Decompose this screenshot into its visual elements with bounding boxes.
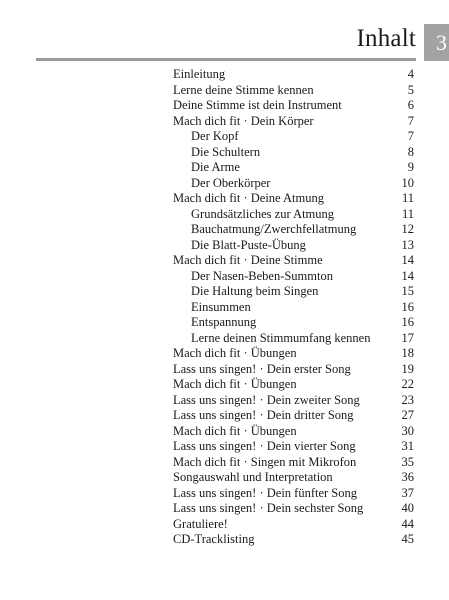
toc-entry-title: Deine Stimme ist dein Instrument — [173, 98, 342, 112]
toc-entry-title: Lass uns singen! · Dein zweiter Song — [173, 392, 360, 407]
page-title: Inhalt — [356, 25, 416, 52]
toc-entry-page: 4 — [407, 67, 414, 81]
toc-entry-title: Die Blatt-Puste-Übung — [191, 237, 306, 252]
toc-entry-page: 12 — [401, 222, 414, 236]
toc-entry — [173, 362, 414, 378]
toc-entry — [173, 98, 414, 114]
toc-entry-title: Mach dich fit · Übungen — [173, 346, 297, 360]
toc-entry-page: 45 — [401, 532, 414, 546]
toc-entry-page: 19 — [401, 361, 414, 376]
toc-entry-title: Lass uns singen! · Dein sechster Song — [173, 501, 364, 515]
toc-entry-title: Die Arme — [191, 160, 240, 174]
toc-entry — [173, 501, 414, 517]
toc-entry — [173, 439, 414, 455]
toc-entry-page: 16 — [401, 299, 414, 314]
toc-entry-page: 8 — [407, 144, 414, 159]
toc-entry-title: Bauchatmung/Zwerchfellatmung — [191, 222, 357, 236]
toc-entry — [173, 470, 414, 486]
toc-entry-title: Mach dich fit · Übungen — [173, 423, 297, 438]
page-number: 3 — [436, 30, 447, 55]
toc-entry — [173, 315, 414, 331]
toc-entry-title: Entspannung — [191, 315, 257, 329]
toc-entry — [173, 377, 414, 393]
toc-entry — [173, 424, 414, 440]
toc-entry-title: Der Nasen-Beben-Summton — [191, 268, 333, 283]
toc-entry-title: Lass uns singen! · Dein erster Song — [173, 361, 351, 376]
toc-entry — [173, 207, 414, 223]
toc-entry — [173, 269, 414, 285]
toc-entry-title: Mach dich fit · Deine Stimme — [173, 253, 323, 267]
toc-entry — [173, 145, 414, 161]
toc-entry-page: 7 — [407, 113, 414, 128]
toc-entry-page: 11 — [401, 191, 414, 205]
toc-entry-title: Lass uns singen! · Dein dritter Song — [173, 408, 354, 422]
toc-entry — [173, 408, 414, 424]
toc-entry — [173, 331, 414, 347]
title-rule — [36, 58, 416, 61]
toc-entry — [173, 393, 414, 409]
toc-entry-title: Lass uns singen! · Dein vierter Song — [173, 439, 356, 453]
toc-entry-page: 44 — [401, 516, 414, 531]
toc-entry — [173, 191, 414, 207]
toc-entry-title: Gratuliere! — [173, 516, 228, 531]
toc-entry-title: Mach dich fit · Deine Atmung — [173, 191, 325, 205]
toc-entry-page: 27 — [401, 408, 414, 422]
toc-entry-page: 30 — [401, 423, 414, 438]
toc-entry — [173, 455, 414, 471]
toc-entry-page: 13 — [401, 237, 414, 252]
toc-entry — [173, 67, 414, 83]
toc-entry-title: Der Oberkörper — [191, 175, 271, 190]
toc-entry-page: 15 — [401, 284, 414, 298]
toc-entry-title: Die Haltung beim Singen — [191, 284, 319, 298]
toc-entry-title: Einleitung — [173, 67, 226, 81]
toc-entry-title: CD-Tracklisting — [173, 532, 255, 546]
toc-entry — [173, 253, 414, 269]
toc-entry-page: 5 — [407, 82, 414, 97]
toc-entry-page: 17 — [401, 330, 414, 345]
toc-entry-title: Songauswahl und Interpretation — [173, 470, 333, 484]
toc-entry-title: Lerne deinen Stimmumfang kennen — [191, 330, 371, 345]
toc-entry — [173, 176, 414, 192]
toc-entry — [173, 160, 414, 176]
toc-entry-page: 40 — [401, 501, 414, 515]
toc-entry-page: 16 — [401, 315, 414, 329]
table-of-contents — [173, 67, 414, 548]
toc-entry — [173, 300, 414, 316]
toc-entry — [173, 83, 414, 99]
toc-entry — [173, 486, 414, 502]
toc-entry-page: 35 — [401, 454, 414, 469]
toc-entry-page: 10 — [401, 175, 414, 190]
toc-entry-page: 31 — [401, 439, 414, 453]
toc-entry-page: 22 — [401, 377, 414, 391]
toc-entry-title: Einsummen — [191, 299, 251, 314]
toc-entry — [173, 238, 414, 254]
toc-entry-page: 9 — [407, 160, 414, 174]
toc-entry-title: Der Kopf — [191, 129, 239, 143]
toc-entry-page: 23 — [401, 392, 414, 407]
toc-entry — [173, 284, 414, 300]
toc-entry-page: 36 — [401, 470, 414, 484]
toc-entry — [173, 114, 414, 130]
toc-entry-page: 14 — [401, 268, 414, 283]
toc-entry — [173, 532, 414, 548]
toc-entry — [173, 129, 414, 145]
toc-entry — [173, 517, 414, 533]
toc-entry-page: 6 — [407, 98, 414, 112]
toc-entry-title: Mach dich fit · Dein Körper — [173, 113, 314, 128]
toc-entry-title: Grundsätzliches zur Atmung — [191, 206, 335, 221]
toc-entry — [173, 346, 414, 362]
toc-entry-title: Die Schultern — [191, 144, 261, 159]
toc-entry-title: Mach dich fit · Singen mit Mikrofon — [173, 454, 357, 469]
toc-entry-page: 14 — [401, 253, 414, 267]
toc-entry-page: 37 — [401, 485, 414, 500]
toc-entry-title: Lerne deine Stimme kennen — [173, 82, 314, 97]
toc-entry-title: Lass uns singen! · Dein fünfter Song — [173, 485, 357, 500]
toc-entry-page: 11 — [401, 206, 414, 221]
toc-entry-title: Mach dich fit · Übungen — [173, 377, 297, 391]
toc-entry — [173, 222, 414, 238]
toc-entry-page: 7 — [407, 129, 414, 143]
toc-entry-page: 18 — [401, 346, 414, 360]
